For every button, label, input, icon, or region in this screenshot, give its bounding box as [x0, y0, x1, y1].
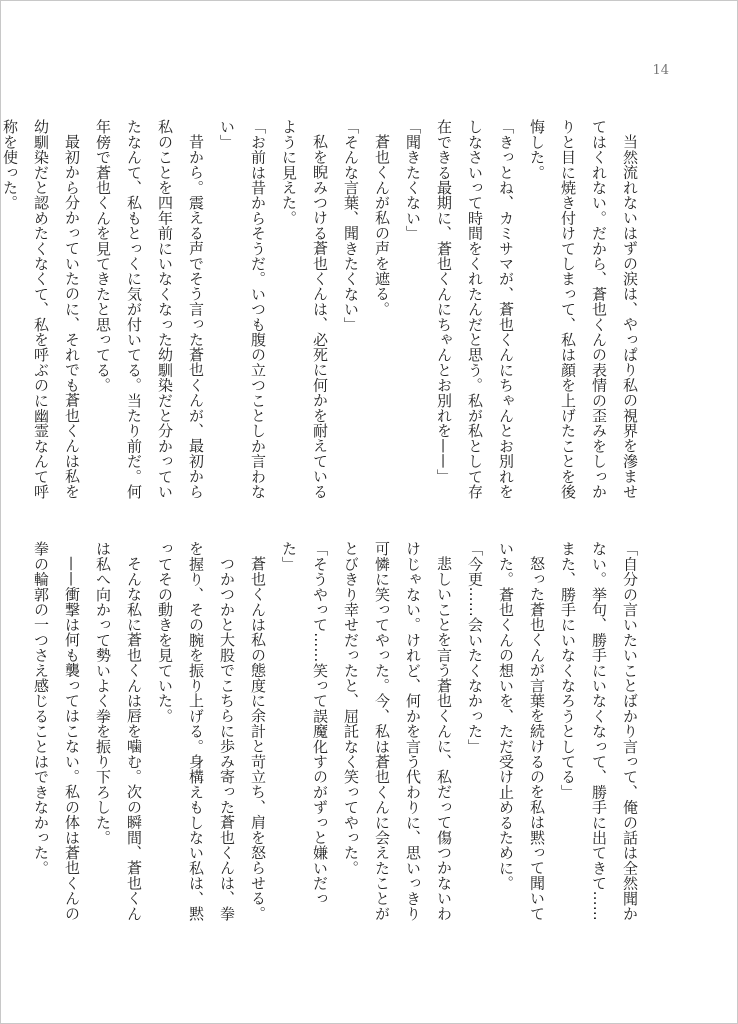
paragraph: 「お前は昔からそうだ。いつも腹の立つことしか言わない」 — [218, 119, 267, 499]
paragraph: そんな私に蒼也くんは唇を噛む。次の瞬間、蒼也くんは私へ向かって勢いよく拳を振り下ろした。 — [94, 541, 143, 921]
paragraph: 「今更……会いたくなかった」 — [466, 541, 484, 754]
paragraph: 昔から。震える声でそう言った蒼也くんが、最初から私のことを四年前にいなくなった幼馴染だと分かっていたなんて、私もとっくに気が付いてる。当たり前だ。何年傍で蒼也くんを見てきたと思ってる。 — [94, 119, 205, 499]
paragraph: つかつかと大股でこちらに歩み寄った蒼也くんは、拳を握り、その腕を振り上げる。身構えもしない私は、黙ってその動きを見ていた。 — [156, 541, 236, 921]
paragraph: 悲しいことを言う蒼也くんに、私だって傷つかないわけじゃない。けれど、何かを言う代わりに、思いっきり可憐に笑ってやった。今、私は蒼也くんに会えたことがとびきり幸せだったと、屈託なく笑ってやった。 — [342, 541, 453, 921]
paragraph: 蒼也くんは私の態度に余計と苛立ち、肩を怒らせる。 — [249, 556, 267, 921]
paragraph: 「そうやって……笑って誤魔化すのがずっと嫌いだった」 — [280, 541, 329, 906]
paragraph: 蒼也くんが私の声を遮る。 — [373, 134, 391, 317]
paragraph: 怒った蒼也くんが言葉を続けるのを私は黙って聞いていた。蒼也くんの想いを、ただ受け止めるために。 — [497, 541, 546, 921]
page-number: 14 — [652, 63, 669, 78]
lower-text-block — [25, 541, 645, 921]
paragraph: 「そんな言葉、聞きたくない」 — [342, 119, 360, 332]
paragraph: ——衝撃は何も襲ってはこない。私の体は蒼也くんの拳の輪郭の一つさえ感じることはできなかった。 — [32, 541, 81, 921]
paragraph: 「自分の言いたいことばかり言って、俺の話は全然聞かない。挙句、勝手にいなくなって、勝手に出てきて……また、勝手にいなくなろうとしてる」 — [559, 541, 639, 921]
paragraph: 「きっとね、カミサマが、蒼也くんにちゃんとお別れをしなさいって時間をくれたんだと思う。私が私として存在できる最期に、蒼也くんにちゃんとお別れを——」 — [435, 119, 515, 499]
paragraph: 私を睨みつける蒼也くんは、必死に何かを耐えているように見えた。 — [280, 119, 329, 499]
upper-text-block — [0, 119, 645, 499]
paragraph: 最初から分かっていたのに、それでも蒼也くんは私を幼馴染だと認めたくなくて、私を呼ぶのに幽霊なんて呼称を使った。 — [1, 119, 81, 499]
paragraph: 当然流れないはずの涙は、やっぱり私の視界を滲ませてはくれない。だから、蒼也くんの表情の歪みをしっかりと目に焼き付けてしまって、私は顔を上げたことを後悔した。 — [528, 119, 639, 499]
paragraph: 「聞きたくない」 — [404, 119, 422, 241]
